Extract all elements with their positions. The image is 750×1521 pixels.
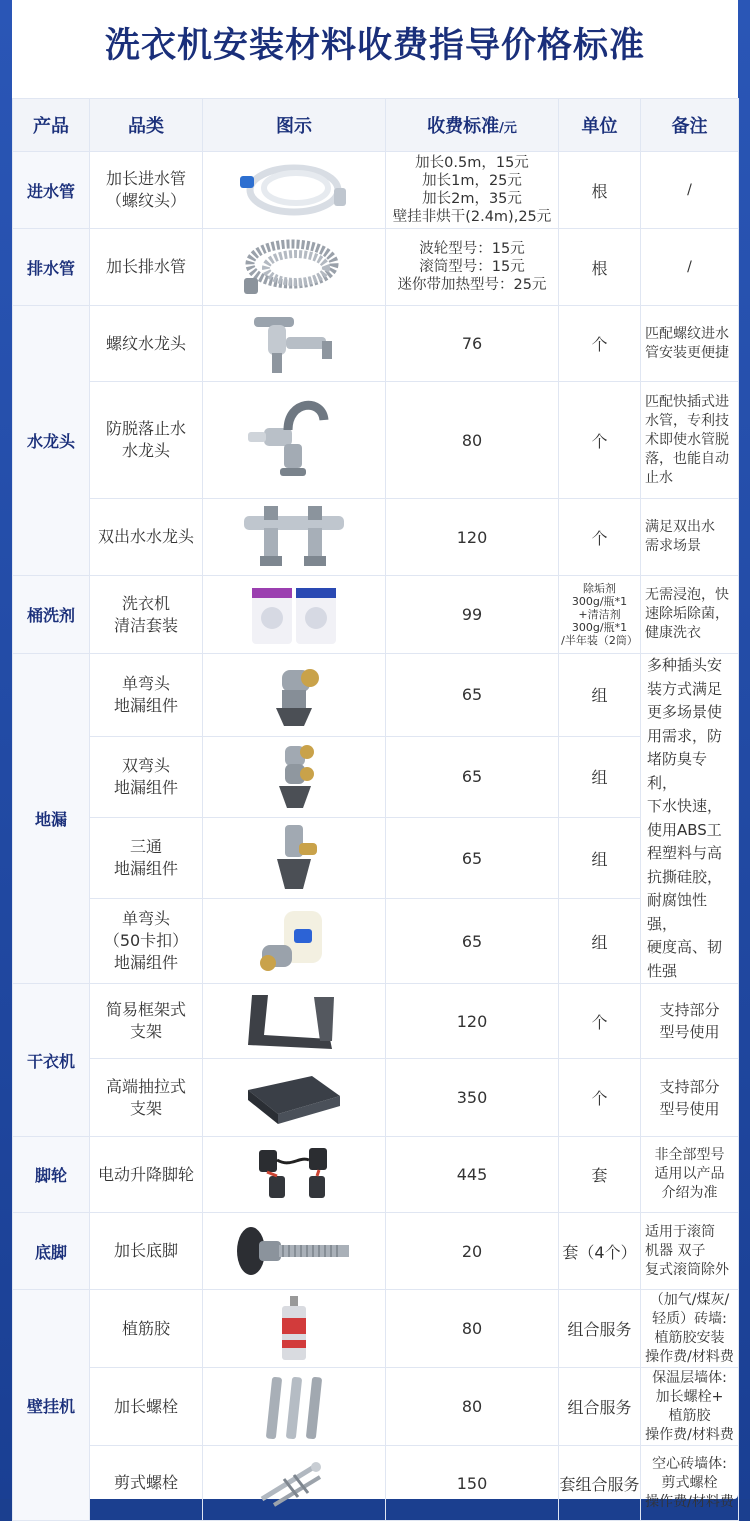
note-cell [641,306,739,382]
note-cell [641,1137,739,1213]
unit-cell: 组 [559,899,641,984]
cell-line: 水管，专利技 [645,412,729,429]
cell-line: 术即使水管脱 [645,431,729,448]
price-sheet [12,0,738,1510]
cell-line: 简易框架式 [105,1000,186,1019]
cell-line: 无需浸泡，快 [645,587,729,603]
note-cell [641,1446,739,1521]
cell-line: 机器 双子 [645,1242,706,1259]
category-cell [90,984,203,1059]
image-cell [203,736,386,817]
cell-line: 迷你带加热型号：25元 [397,277,547,293]
cell-line: 操作费/材料费 [645,1348,734,1365]
image-cell [203,1059,386,1137]
fee-cell [386,1059,559,1137]
image-cell [203,1137,386,1213]
cell-line: 加长2m，35元 [422,191,522,207]
page-title: 洗衣机安装材料收费指导价格标准 [104,26,645,66]
unit-cell: 套 [559,1137,641,1213]
image-cell [203,984,386,1059]
cell-line: 用需求，防 [647,726,723,745]
image-cell [203,576,386,654]
cell-line: 剪式螺栓 [661,1474,718,1491]
cell-line: 匹配螺纹进水 [645,325,729,342]
cell-line: 支架 [129,1098,162,1118]
cell-line: 防脱落止水 [105,419,186,438]
unit-cell: 个 [559,984,641,1059]
table-row [13,229,739,306]
category-cell [90,1368,203,1446]
floor-drain-tee-icon [259,823,329,893]
cell-line: 健康洗衣 [645,625,701,641]
fee-cell [386,654,559,737]
cell-line: 单弯头 [121,909,170,929]
header-image: 图示 [203,99,386,152]
category-cell [90,306,203,382]
table-row [13,1213,739,1290]
price-table [12,98,739,1521]
cell-line: 地漏组件 [113,695,178,715]
category-cell [90,736,203,817]
fee-cell [386,152,559,229]
glue-tube-icon [274,1294,314,1364]
image-cell [203,817,386,898]
cell-line: 65 [461,848,483,868]
table-row [13,499,739,576]
fee-cell [386,1368,559,1446]
header-fee [386,99,559,152]
cell-line: 堵防臭专利， [647,750,708,792]
fee-cell [386,576,559,654]
table-row [13,654,739,737]
category-cell [90,899,203,984]
product-cell: 地漏 [13,654,90,984]
table-row [13,306,739,382]
cell-line: 空心砖墙体: [652,1455,727,1472]
cell-line: 管安装更便捷 [645,344,729,361]
cell-line: 加长1m，25元 [422,173,522,189]
fee-cell [386,229,559,306]
category-cell [90,1213,203,1290]
category-cell [90,654,203,737]
cell-line: 高端抽拉式 [105,1076,186,1096]
anti-drop-faucet-icon [244,390,344,490]
drain-hose-icon [234,234,354,300]
cell-line: 清洁套装 [113,615,178,635]
cell-line: /半年装（2筒） [561,634,638,647]
cell-line: 三通 [129,837,162,857]
cell-line: （加气/煤灰/ [649,1291,730,1308]
cell-line: 洗衣机 [121,593,170,613]
product-cell: 底脚 [13,1213,90,1290]
product-cell: 干衣机 [13,984,90,1137]
header-unit: 单位 [559,99,641,152]
cell-line: 匹配快插式进 [645,393,729,410]
floor-drain-clip-icon [254,905,334,977]
category-cell [90,1137,203,1213]
header-row [13,99,739,152]
cell-line: 80 [461,1397,483,1416]
unit-cell: 个 [559,1059,641,1137]
cell-line: 双出水水龙头 [97,527,194,546]
cleaner-bottles-icon [246,582,342,648]
cell-line: 加长底脚 [113,1241,178,1260]
caster-icon [239,1142,349,1208]
cell-line: 加长0.5m，15元 [415,155,529,171]
fee-cell [386,1290,559,1368]
cell-line: 需求场景 [645,538,701,554]
cell-line: 植筋胶 [121,1318,170,1338]
fee-cell [386,899,559,984]
product-cell: 进水管 [13,152,90,229]
fee-cell [386,382,559,499]
cell-line: 双弯头 [121,755,170,775]
long-bolts-icon [259,1371,329,1443]
cell-line: 程塑料与高 [647,844,723,862]
fee-cell [386,817,559,898]
unit-cell: 根 [559,152,641,229]
cell-line: 波轮型号：15元 [419,241,525,257]
inlet-hose-icon [234,158,354,222]
cell-line: 适用以产品 [654,1166,725,1182]
cell-line: 300g/瓶*1 [571,595,628,608]
product-cell: 脚轮 [13,1137,90,1213]
cell-line: 保温层墙体: [652,1369,727,1386]
cell-line: 150 [456,1473,488,1493]
cell-line: +清洁剂 [578,608,621,621]
table-row [13,382,739,499]
cell-line: 除垢剂 [583,582,616,595]
note-cell [641,1213,739,1290]
note-cell [641,499,739,576]
unit-cell: 套组合服务 [559,1446,641,1521]
image-cell [203,1213,386,1290]
cell-line: 抗撕硅胶， [647,867,723,886]
cell-line: 支架 [129,1022,162,1041]
cell-line: 80 [461,430,483,450]
cell-line: 型号使用 [659,1099,720,1118]
cell-line: 壁挂非烘干(2.4m),25元 [392,209,552,225]
header-fee-unit: /元 [499,121,517,136]
cell-line: 300g/瓶*1 [571,621,628,634]
dual-faucet-icon [234,502,354,572]
cell-line: 65 [461,767,483,787]
product-cell: 壁挂机 [13,1290,90,1521]
note-cell [641,1368,739,1446]
table-row [13,152,739,229]
cell-line: 120 [456,1011,488,1031]
image-cell [203,1368,386,1446]
cell-line: 120 [456,527,488,547]
scissor-bolt-icon [254,1453,334,1513]
cell-line: 落，也能自动 [645,450,729,467]
fee-cell [386,984,559,1059]
cell-line: 植筋胶安装 [654,1329,725,1346]
image-cell [203,1290,386,1368]
note-cell [641,1059,739,1137]
faucet-icon [244,311,344,377]
cell-line: 地漏组件 [113,859,178,879]
cell-line: 硬度高、韧 [647,938,723,956]
cell-line: / [687,258,692,275]
cell-line: 剪式螺栓 [113,1473,178,1492]
cell-line: 350 [456,1088,488,1107]
category-cell [90,382,203,499]
foot-icon [229,1223,359,1279]
note-cell [641,984,739,1059]
cell-line: 加长螺栓 [113,1396,178,1416]
cell-line: 植筋胶 [668,1407,711,1424]
product-cell: 水龙头 [13,306,90,576]
cell-line: 滚筒型号：15元 [419,259,525,275]
product-cell: 桶洗剂 [13,576,90,654]
cell-line: 性强 [647,961,678,980]
table-row [13,899,739,984]
cell-line: 螺纹水龙头 [105,333,186,353]
cell-line: 多种插头安 [647,656,723,674]
floor-drain-single-icon [254,660,334,730]
cell-line: 适用于滚筒 [645,1223,715,1240]
image-cell [203,499,386,576]
cell-line: 地漏组件 [113,777,178,797]
cell-line: 型号使用 [659,1023,720,1041]
unit-cell: 个 [559,306,641,382]
image-cell [203,654,386,737]
note-cell [641,229,739,306]
cell-line: 介绍为准 [661,1185,718,1201]
category-cell [90,152,203,229]
cell-line: 轻质）砖墙: [652,1310,727,1327]
fee-cell [386,1446,559,1521]
table-row [13,1137,739,1213]
cell-line: 加长排水管 [105,257,186,276]
unit-cell: 个 [559,382,641,499]
cell-line: 速除垢除菌， [645,606,729,622]
cell-line: 76 [461,334,483,353]
unit-cell: 套（4个） [559,1213,641,1290]
note-cell [641,654,739,984]
cell-line: 445 [456,1165,488,1184]
category-cell [90,229,203,306]
table-row [13,1368,739,1446]
category-cell [90,576,203,654]
fee-cell [386,1137,559,1213]
cell-line: 65 [461,685,483,705]
cell-line: 操作费/材料费 [645,1493,734,1510]
header-category: 品类 [90,99,203,152]
fee-cell [386,499,559,576]
category-cell [90,817,203,898]
cell-line: 20 [461,1241,483,1261]
cell-line: 操作费/材料费 [645,1426,734,1443]
cell-line: 加长螺栓+ [655,1388,724,1405]
cell-line: 非全部型号 [654,1147,725,1163]
fee-cell [386,736,559,817]
table-row [13,1290,739,1368]
cell-line: 99 [461,605,483,624]
note-cell [641,382,739,499]
cell-line: 装方式满足 [647,679,723,698]
cell-line: （50卡扣） [103,931,189,951]
floor-drain-double-icon [259,742,329,812]
image-cell [203,306,386,382]
cell-line: 满足双出水 [645,519,715,535]
frame-bracket-icon [234,989,354,1053]
product-cell: 排水管 [13,229,90,306]
drawer-bracket-icon [234,1066,354,1130]
cell-line: 支持部分 [659,1077,720,1096]
note-cell [641,152,739,229]
cell-line: 复式滚筒除外 [645,1261,729,1278]
table-body [13,152,739,1521]
image-cell [203,382,386,499]
table-row [13,817,739,898]
unit-cell: 组 [559,654,641,737]
table-row [13,1446,739,1521]
table-row [13,736,739,817]
unit-cell: 组 [559,817,641,898]
cell-line: 80 [461,1319,483,1338]
cell-line: 水龙头 [121,441,170,460]
unit-cell: 组合服务 [559,1368,641,1446]
cell-line: 地漏组件 [113,953,178,973]
fee-cell [386,1213,559,1290]
cell-line: 止水 [645,469,673,486]
fee-cell [386,306,559,382]
cell-line: 支持部分 [659,1001,720,1019]
cell-line: 单弯头 [121,673,170,693]
unit-cell: 个 [559,499,641,576]
cell-line: 电动升降脚轮 [97,1164,194,1184]
image-cell [203,1446,386,1521]
image-cell [203,152,386,229]
unit-cell: 组合服务 [559,1290,641,1368]
cell-line: （螺纹头） [105,191,186,210]
category-cell [90,499,203,576]
header-product: 产品 [13,99,90,152]
unit-cell [559,576,641,654]
cell-line: 耐腐蚀性强， [647,891,708,933]
note-cell [641,1290,739,1368]
unit-cell: 根 [559,229,641,306]
cell-line: 加长进水管 [105,169,186,188]
cell-line: 65 [461,931,483,951]
image-cell [203,229,386,306]
header-note: 备注 [641,99,739,152]
cell-line: / [687,181,692,198]
unit-cell: 组 [559,736,641,817]
category-cell [90,1446,203,1521]
category-cell [90,1059,203,1137]
image-cell [203,899,386,984]
category-cell [90,1290,203,1368]
header-fee-label: 收费标准 [427,116,500,137]
cell-line: 使用ABS工 [647,820,722,839]
cell-line: 下水快速， [647,797,723,815]
cell-line: 更多场景使 [647,703,723,721]
table-row [13,984,739,1059]
note-cell [641,576,739,654]
table-row [13,576,739,654]
table-row [13,1059,739,1137]
